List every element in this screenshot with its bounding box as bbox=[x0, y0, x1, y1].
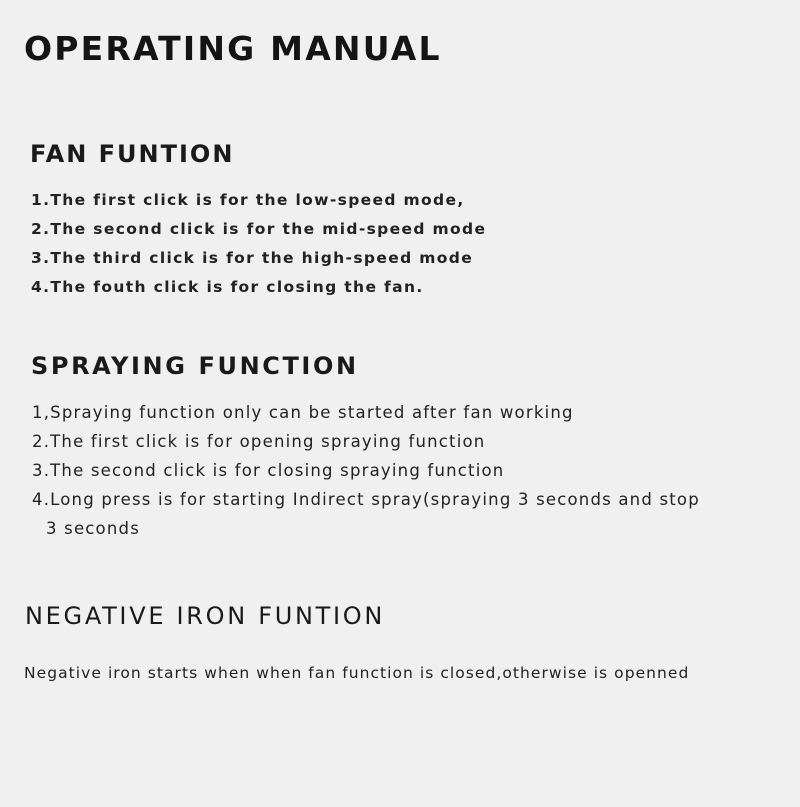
spraying-function-list bbox=[32, 402, 700, 547]
negative-iron-function-text: Negative iron starts when when fan function is closed,otherwise is openned bbox=[24, 664, 690, 682]
spraying-function-heading: SPRAYING FUNCTION bbox=[31, 352, 359, 380]
negative-iron-function-heading: NEGATIVE IRON FUNTION bbox=[25, 602, 386, 630]
spraying-function-item-continuation: 3 seconds bbox=[46, 519, 140, 538]
fan-function-item: 2.The second click is for the mid-speed mode bbox=[31, 220, 487, 238]
spraying-function-item: 4.Long press is for starting Indirect spray(spraying 3 seconds and stop bbox=[32, 490, 700, 509]
fan-function-heading: FAN FUNTION bbox=[30, 140, 235, 168]
page-title: OPERATING MANUAL bbox=[24, 29, 442, 68]
fan-function-item: 1.The first click is for the low-speed mode, bbox=[31, 191, 465, 209]
fan-function-item: 3.The third click is for the high-speed mode bbox=[31, 249, 474, 267]
fan-function-list bbox=[31, 189, 486, 305]
spraying-function-item: 2.The first click is for opening spraying function bbox=[32, 432, 486, 451]
fan-function-item: 4.The fouth click is for closing the fan. bbox=[31, 278, 424, 296]
spraying-function-item: 3.The second click is for closing spraying function bbox=[32, 461, 505, 480]
spraying-function-item: 1,Spraying function only can be started after fan working bbox=[32, 403, 574, 422]
